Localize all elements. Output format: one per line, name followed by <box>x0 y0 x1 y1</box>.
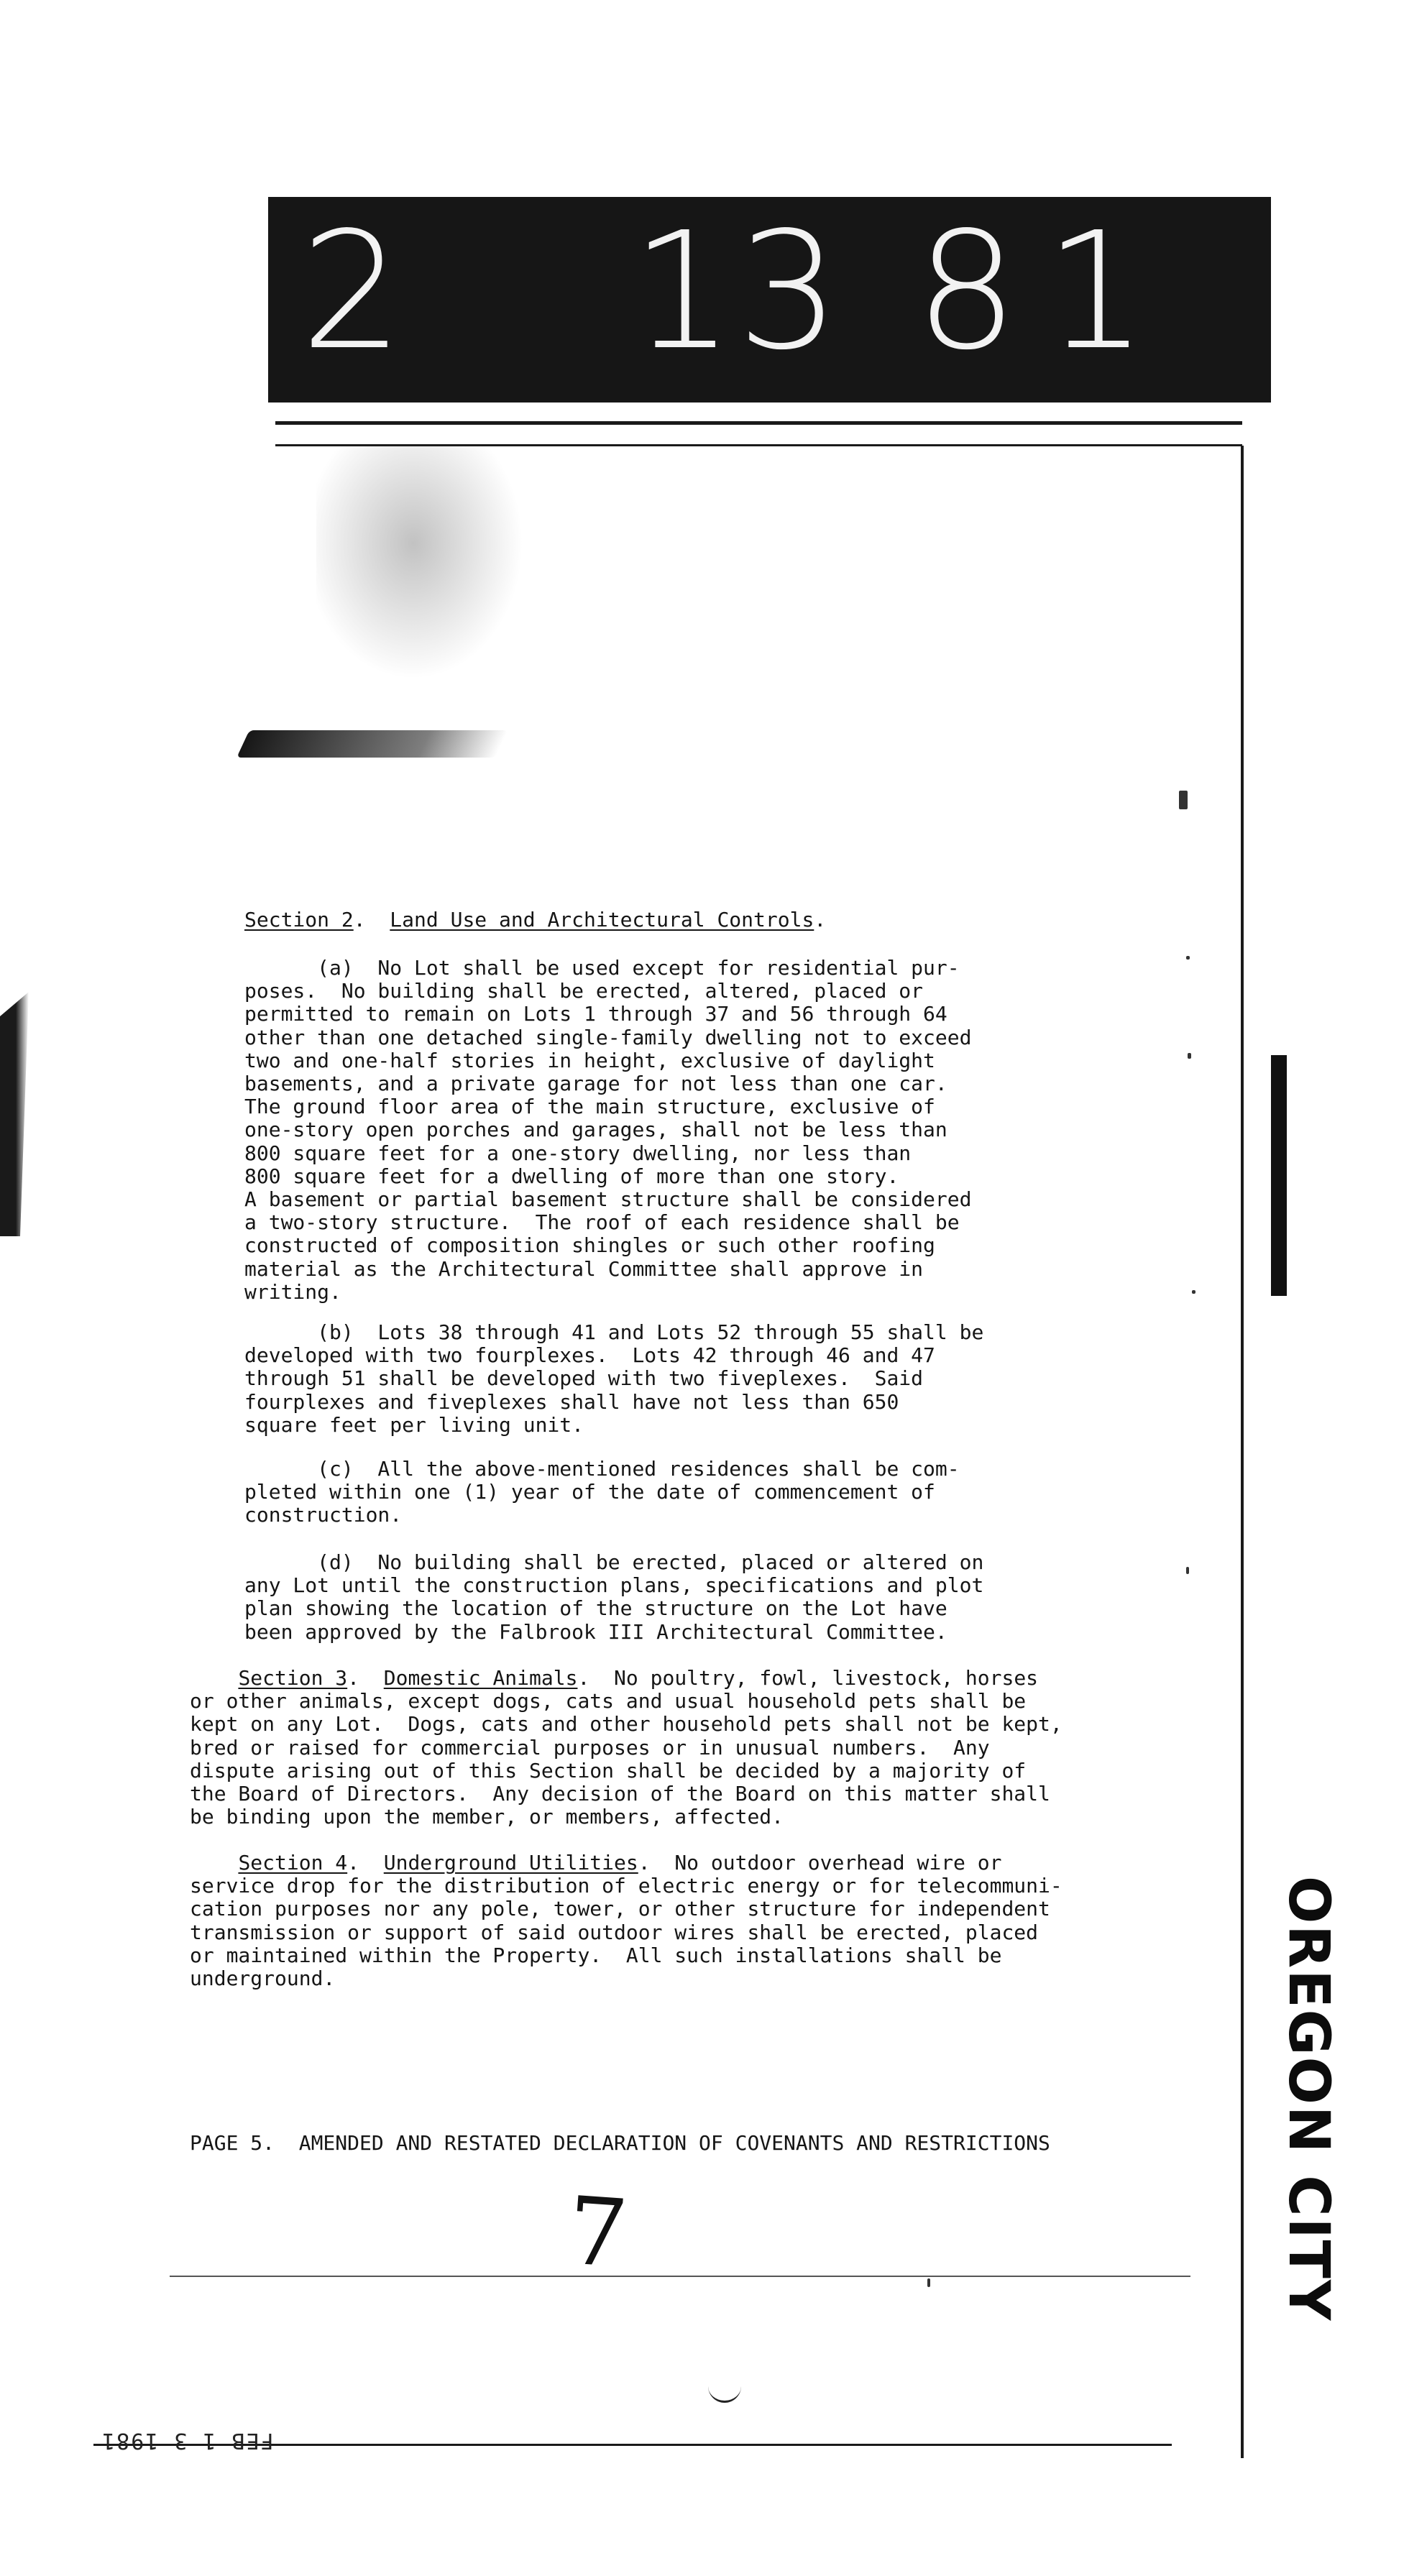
scan-right-bar <box>1271 1055 1287 1296</box>
scan-dark-streak <box>237 730 508 758</box>
handwritten-page-number: 7 <box>564 2176 631 2289</box>
oregon-city-stamp: OREGON CITY <box>1276 1876 1341 2322</box>
section-3-first-line: No poultry, fowl, livestock, horses <box>589 1666 1039 1690</box>
stamp-digit-4: 1 <box>1045 198 1151 386</box>
stamp-digit-3: 8 <box>915 198 1022 386</box>
section-2-label: Section 2 <box>244 908 354 932</box>
scan-smudge <box>316 446 532 690</box>
section-3-title: Domestic Animals <box>383 1666 578 1690</box>
section-2-sep: . <box>353 908 390 932</box>
dashed-rule <box>170 2276 1190 2277</box>
section-3: Section 3. Domestic Animals. No poultry, fowl, livestock, horses or other animals, except dogs, cats and usual household pets shall be kept on any Lot. Dogs, cats and other household pets shall not be kept, bred or raised for commercial purposes or in unusual numbers. Any dispute arising out of this Section shall be decided by a majority of the Board of Directors. Any decision of the Board on this matter shall be binding upon the member, or members, affected. <box>190 1666 1063 1829</box>
section-4-label: Section 4 <box>238 1851 348 1874</box>
stamp-digit-2: 13 <box>631 198 843 386</box>
scan-speck <box>927 2278 930 2287</box>
scan-speck <box>1192 1290 1195 1294</box>
received-date-stamp: FEB 1 3 1981 <box>101 2428 274 2453</box>
frame-right-rule <box>1241 446 1244 2458</box>
document-number-stamp <box>268 197 1271 402</box>
section-3-body: or other animals, except dogs, cats and usual household pets shall be kept on any Lot. Dogs, cats and other household pets shall not be kept, bred or raised for commercial purposes or in unusual numbers. Any dispute arising out of this Section shall be decided by a majority of the Board of Directors. Any decision of the Board on this matter shall be binding upon the member, or members, affected. <box>190 1689 1063 1829</box>
section-4-title: Underground Utilities <box>383 1851 638 1874</box>
section-4: Section 4. Underground Utilities. No outdoor overhead wire or service drop for the distribution of electric energy or for telecommuni- cation purposes nor any pole, tower, or other structure for independent transmission or support of said outdoor wires shall be erected, placed or maintained within the Property. All such installations shall be underground. <box>190 1851 1063 1991</box>
scan-speck <box>1188 1053 1191 1059</box>
page-footer: PAGE 5. AMENDED AND RESTATED DECLARATION OF COVENANTS AND RESTRICTIONS <box>190 2131 1050 2155</box>
section-2-heading <box>244 908 826 932</box>
handwritten-mark <box>708 2386 741 2403</box>
scan-speck <box>1186 956 1190 960</box>
stamp-digit-1: 2 <box>300 198 407 386</box>
scan-speck <box>1179 791 1188 809</box>
section-2-paragraph-c: (c) All the above-mentioned residences shall be com- pleted within one (1) year of the date of commencement of construction. <box>244 1457 960 1527</box>
section-2-paragraph-d: (d) No building shall be erected, placed or altered on any Lot until the construction plans, specifications and plot plan showing the location of the structure on the Lot have been approved by the Falbrook III Architectural Committee. <box>244 1550 984 1644</box>
section-2-paragraph-a: (a) No Lot shall be used except for residential pur- poses. No building shall be erected, altered, placed or permitted to remain on Lots 1 through 37 and 56 through 64 other than one detached single-family dwelling not to exceed two and one-half stories in height, exclusive of daylight basements, and a private garage for not less than one car. The ground floor area of the main structure, exclusive of one-story open porches and garages, shall not be less than 800 square feet for a one-story dwelling, nor less than 800 square feet for a dwelling of more than one story. A basement or partial basement structure shall be considered a two-story structure. The roof of each residence shall be constructed of composition shingles or such other roofing material as the Architectural Committee shall approve in writing. <box>244 956 972 1304</box>
section-4-first-line: No outdoor overhead wire or <box>650 1851 1002 1874</box>
section-2-title: Land Use and Architectural Controls <box>390 908 814 932</box>
section-3-label: Section 3 <box>238 1666 348 1690</box>
section-2-end: . <box>814 908 827 932</box>
scan-left-edge <box>0 992 29 1236</box>
frame-top-rule <box>275 421 1242 425</box>
scan-speck <box>1186 1567 1189 1574</box>
section-4-body: service drop for the distribution of electric energy or for telecommuni- cation purposes nor any pole, tower, or other structure for independent transmission or support of said outdoor wires shall be erected, placed or maintained within the Property. All such installations shall be underground. <box>190 1874 1063 1991</box>
section-2-paragraph-b: (b) Lots 38 through 41 and Lots 52 through 55 shall be developed with two fourplexes. Lots 42 through 46 and 47 through 51 shall be developed with two fiveplexes. Said fourplexes and fiveplexes shall have not less than 650 square feet per living unit. <box>244 1320 984 1437</box>
